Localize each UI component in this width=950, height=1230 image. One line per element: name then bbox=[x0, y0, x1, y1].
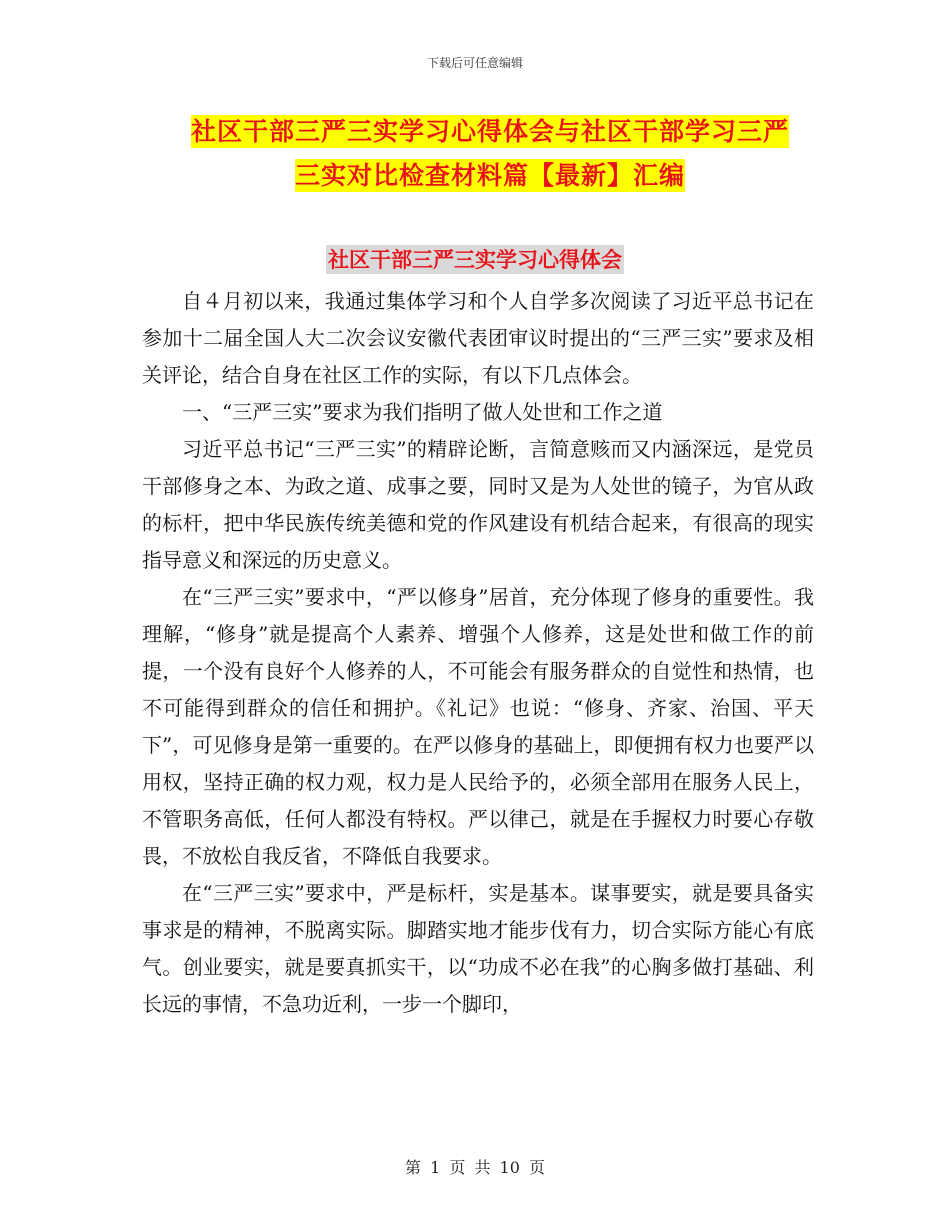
page-footer: 第 1 页 共 10 页 bbox=[405, 1158, 545, 1177]
section-title bbox=[0, 244, 950, 274]
section-title-text: 社区干部三严三实学习心得体会 bbox=[328, 247, 622, 272]
document-title bbox=[150, 110, 830, 198]
body-text bbox=[142, 283, 814, 1023]
document-title-line-1: 社区干部三严三实学习心得体会与社区干部学习三严 bbox=[190, 117, 789, 146]
document-title-line-2: 三实对比检查材料篇【最新】汇编 bbox=[294, 161, 685, 190]
paragraph: 习近平总书记“三严三实”的精辟论断，言简意赅而又内涵深远，是党员干部修身之本、为政之道、成事之要，同时又是为人处世的镜子，为官从政的标杆，把中华民族传统美德和党的作风建设有机结合起来，有很高的现实指导意义和深远的历史意义。 bbox=[142, 437, 814, 572]
paragraph: 在“三严三实”要求中，“严以修身”居首，充分体现了修身的重要性。我理解，“修身”就是提高个人素养、增强个人修养，这是处世和做工作的前提，一个没有良好个人修养的人，不可能会有服务群众的自觉性和热情，也不可能得到群众的信任和拥护。《礼记》也说：“修身、齐家、治国、平天下”，可见修身是第一重要的。在严以修身的基础上，即便拥有权力也要严以用权，坚持正确的权力观，权力是人民给予的，必须全部用在服务人民上，不管职务高低，任何人都没有特权。严以律己，就是在手握权力时要心存敬畏，不放松自我反省，不降低自我要求。 bbox=[142, 585, 814, 868]
paragraph: 在“三严三实”要求中，严是标杆，实是基本。谋事要实，就是要具备实事求是的精神，不脱离实际。脚踏实地才能步伐有力，切合实际方能心有底气。创业要实，就是要真抓实干，以“功成不必在我”的心胸多做打基础、利长远的事情，不急功近利，一步一个脚印， bbox=[142, 881, 814, 1016]
paragraph: 一、“三严三实”要求为我们指明了做人处世和工作之道 bbox=[182, 400, 663, 424]
paragraph: 自４月初以来，我通过集体学习和个人自学多次阅读了习近平总书记在参加十二届全国人大二次会议安徽代表团审议时提出的“三严三实”要求及相关评论，结合自身在社区工作的实际，有以下几点体会。 bbox=[142, 289, 814, 387]
header-note: 下载后可任意编辑 bbox=[426, 56, 523, 70]
